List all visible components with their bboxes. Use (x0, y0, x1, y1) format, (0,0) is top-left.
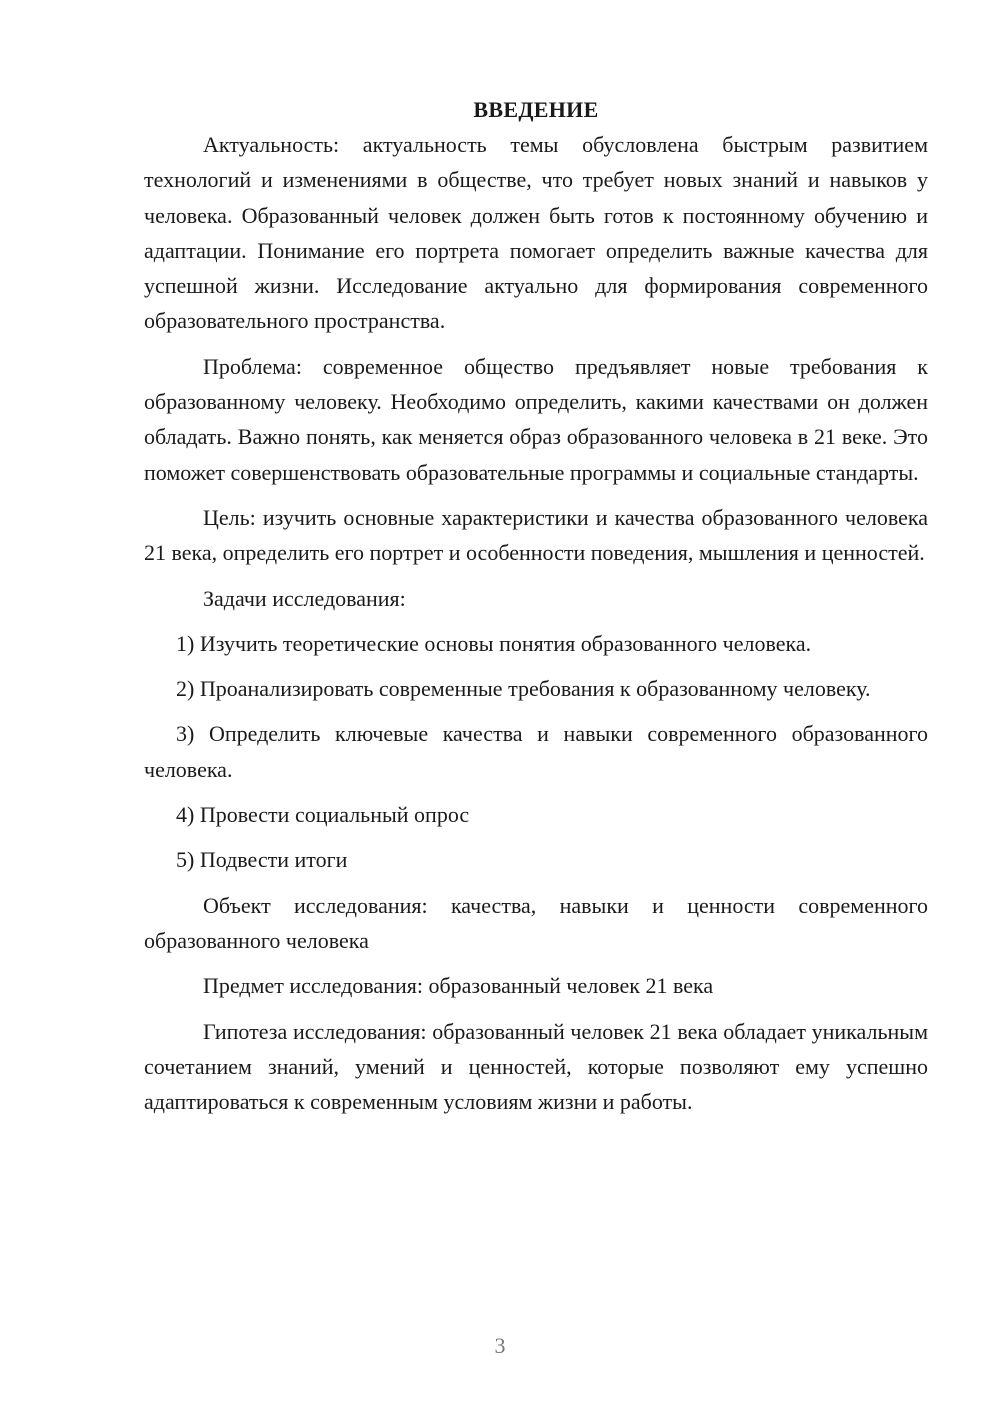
paragraph-subject: Предмет исследования: образованный человек 21 века (203, 973, 714, 999)
task-item-2: 2) Проанализировать современные требования к образованному человеку. (176, 676, 871, 702)
paragraph-relevance: Актуальность: актуальность темы обусловлена быстрым развитием технологий и изменениями в обществе, что требует новых знаний и навыков у человека. Образованный человек должен быть готов к постоянному обучению и адаптации. Понимание его портрета помогает определить важные качества для успешной жизни. Исследование актуально для формирования современного образовательного пространства. (144, 132, 928, 334)
page-number: 3 (494, 1333, 506, 1358)
page-title: ВВЕДЕНИЕ (473, 97, 599, 122)
task-item-3: 3) Определить ключевые качества и навыки современного образованного человека. (144, 721, 928, 782)
tasks-heading: Задачи исследования: (203, 585, 406, 611)
paragraph-object: Объект исследования: качества, навыки и ценности современного образованного человека (144, 892, 928, 953)
task-item-4: 4) Провести социальный опрос (176, 802, 470, 828)
task-item-5: 5) Подвести итоги (176, 847, 348, 873)
document-page (144, 92, 928, 1129)
task-item-1: 1) Изучить теоретические основы понятия образованного человека. (176, 630, 812, 656)
paragraph-goal: Цель: изучить основные характеристики и качества образованного человека 21 века, определить его портрет и особенности поведения, мышления и ценностей. (144, 504, 928, 566)
paragraph-problem: Проблема: современное общество предъявляет новые требования к образованному человеку. Необходимо определить, какими качествами он должен обладать. Важно понять, как меняется образ образованного человека в 21 веке. Это поможет совершенствовать образовательные программы и социальные стандарты. (144, 353, 928, 485)
paragraph-hypothesis: Гипотеза исследования: образованный человек 21 века обладает уникальным сочетанием знаний, умений и ценностей, которые позволяют ему успешно адаптироваться к современным условиям жизни и работы. (144, 1018, 928, 1115)
